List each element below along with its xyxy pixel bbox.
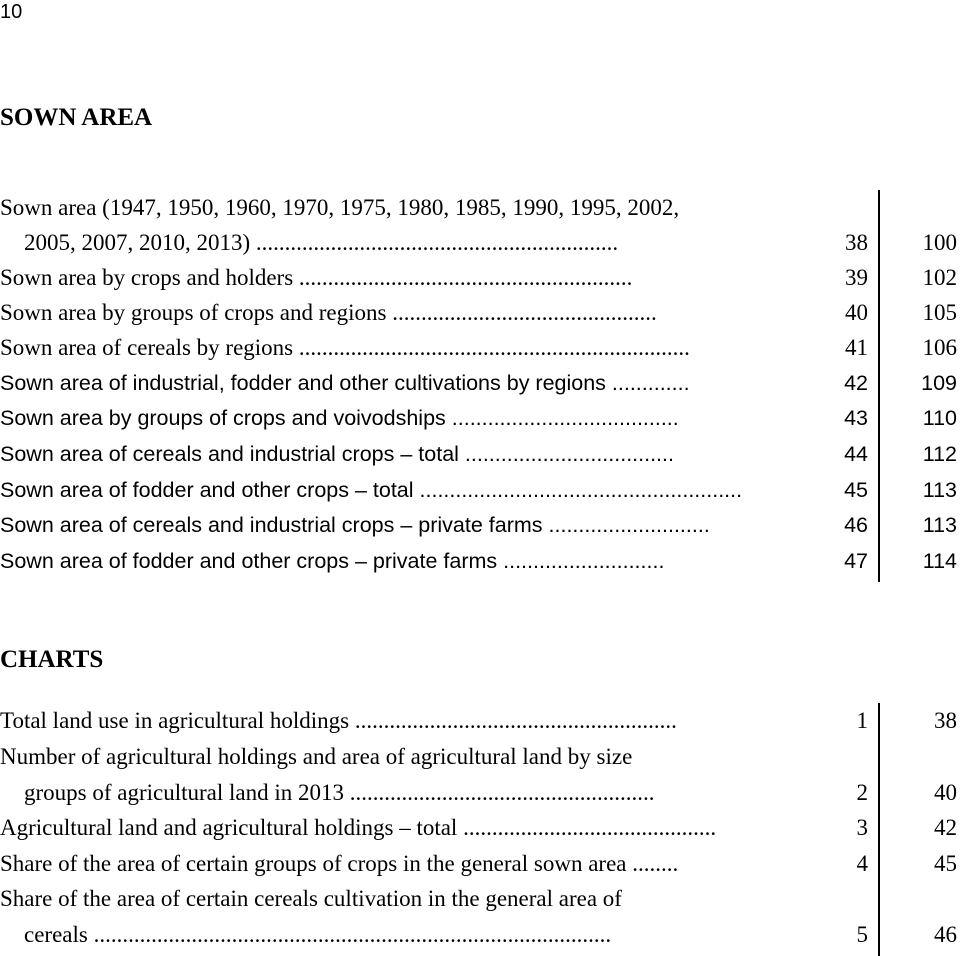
entry-title: groups of agricultural land in 2013 ..................................................... <box>24 780 655 805</box>
table-number: 42 <box>844 371 868 395</box>
page-ref: 102 <box>922 265 957 290</box>
list-item <box>0 365 960 401</box>
page-ref: 105 <box>922 300 957 325</box>
page-ref: 114 <box>922 549 957 573</box>
entry-title-line1: Share of the area of certain cereals cultivation in the general area of <box>0 886 622 911</box>
list-item <box>0 400 960 436</box>
entry-title: Sown area of industrial, fodder and other cultivations by regions ............. <box>0 371 690 395</box>
page-number: 10 <box>0 1 23 23</box>
table-number: 41 <box>845 335 868 360</box>
list-item <box>0 330 960 366</box>
entry-title: Sown area of cereals and industrial crops – private farms ........................... <box>0 513 710 537</box>
entry-title-line1: Number of agricultural holdings and area of agricultural land by size <box>0 744 633 769</box>
table-number: 39 <box>845 265 868 290</box>
page-ref: 42 <box>934 815 957 840</box>
page-ref: 113 <box>922 478 957 502</box>
table-number: 38 <box>845 230 868 255</box>
page-ref: 38 <box>934 708 957 733</box>
entry-title: Sown area of fodder and other crops – private farms ........................... <box>0 549 665 573</box>
page-ref: 109 <box>921 371 957 395</box>
page-ref: 112 <box>922 442 957 466</box>
table-number: 43 <box>844 406 868 430</box>
list-item <box>0 810 960 846</box>
list-item <box>0 190 960 226</box>
entry-title: 2005, 2007, 2010, 2013) ............................................................... <box>24 230 619 255</box>
chart-number: 5 <box>856 922 868 947</box>
page-ref: 113 <box>922 513 957 537</box>
list-item <box>0 225 960 261</box>
entry-title: Sown area by groups of crops and voivodships ...................................... <box>0 406 679 430</box>
page-ref: 106 <box>922 335 957 360</box>
section-heading-sown-area: SOWN AREA <box>0 104 153 131</box>
table-number: 45 <box>844 478 868 502</box>
entry-title: Agricultural land and agricultural holdings – total ............................................ <box>0 815 717 840</box>
list-item <box>0 775 960 811</box>
list-item <box>0 260 960 296</box>
entry-title-line1: Sown area (1947, 1950, 1960, 1970, 1975, 1980, 1985, 1990, 1995, 2002, <box>0 195 680 220</box>
list-item <box>0 295 960 331</box>
list-item <box>0 917 960 953</box>
list-item <box>0 846 960 882</box>
page-ref: 40 <box>934 780 957 805</box>
table-number: 46 <box>844 513 868 537</box>
list-item <box>0 543 960 579</box>
chart-number: 1 <box>856 708 868 733</box>
table-number: 44 <box>844 442 868 466</box>
list-item <box>0 703 960 739</box>
list-item <box>0 472 960 508</box>
page-ref: 46 <box>934 922 957 947</box>
page-ref: 100 <box>922 230 957 255</box>
chart-number: 2 <box>856 780 868 805</box>
list-item <box>0 881 960 917</box>
entry-title: Sown area by crops and holders .......................................................... <box>0 265 633 290</box>
section-heading-charts: CHARTS <box>0 646 104 673</box>
page-ref: 45 <box>934 851 957 876</box>
chart-number: 4 <box>856 851 868 876</box>
list-item <box>0 739 960 775</box>
page-ref: 110 <box>922 406 957 430</box>
entry-title: Sown area by groups of crops and regions .............................................. <box>0 300 657 325</box>
chart-number: 3 <box>856 815 868 840</box>
table-number: 47 <box>844 549 868 573</box>
entry-title: Share of the area of certain groups of crops in the general sown area ........ <box>0 851 679 876</box>
table-number: 40 <box>845 300 868 325</box>
entry-title: Total land use in agricultural holdings ........................................................ <box>0 708 677 733</box>
entry-title: Sown area of fodder and other crops – total ...................................................... <box>0 478 743 502</box>
entry-title: Sown area of cereals and industrial crops – total ................................... <box>0 442 674 466</box>
entry-title: Sown area of cereals by regions .................................................................... <box>0 335 690 360</box>
list-item <box>0 436 960 472</box>
list-item <box>0 507 960 543</box>
entry-title: cereals .......................................................................................... <box>24 922 612 947</box>
